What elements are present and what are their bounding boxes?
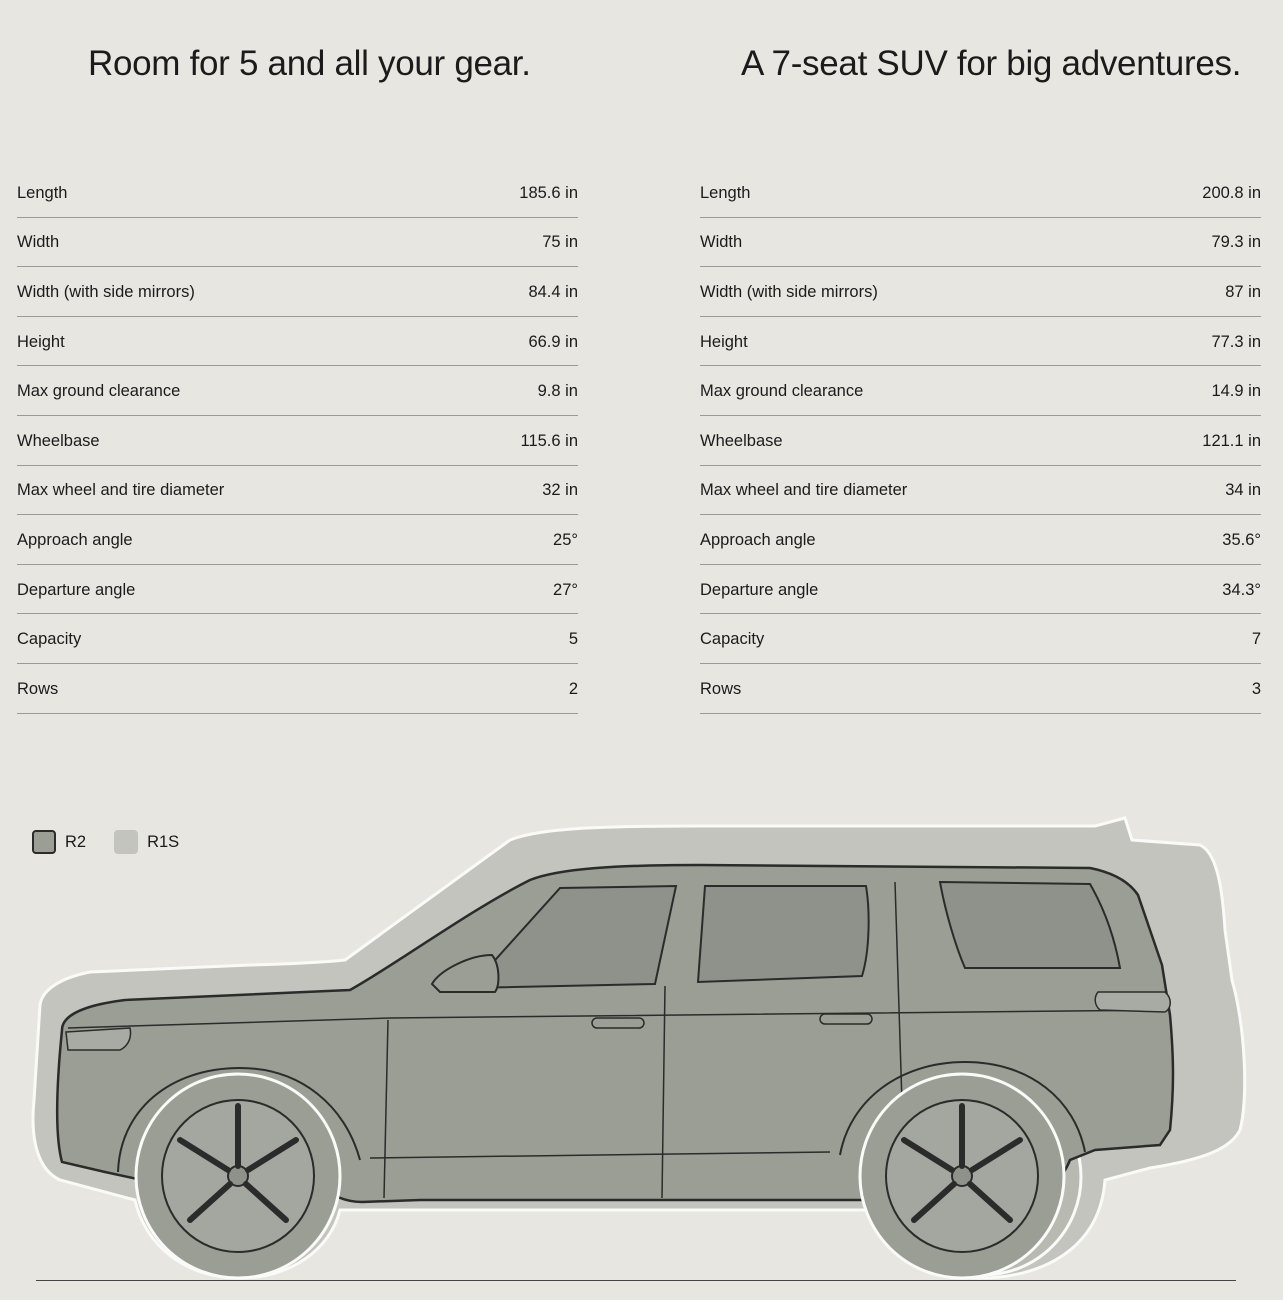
legend-label-r2: R2 [65, 832, 87, 851]
spec-value: 87 in [1225, 282, 1261, 301]
legend-label-r1s: R1S [147, 832, 180, 851]
spec-label: Height [17, 332, 65, 351]
spec-label: Max wheel and tire diameter [700, 481, 908, 500]
rear-wheel [860, 1074, 1064, 1278]
spec-row-ground-clearance [17, 366, 578, 416]
spec-label: Rows [17, 679, 59, 698]
spec-value: 185.6 in [519, 183, 578, 202]
spec-label: Rows [700, 679, 742, 698]
spec-value: 115.6 in [520, 431, 578, 450]
spec-row-height [700, 317, 1261, 367]
spec-row-wheel-diameter [700, 466, 1261, 516]
spec-label: Max ground clearance [700, 382, 864, 401]
spec-value: 121.1 in [1202, 431, 1261, 450]
spec-label: Approach angle [17, 530, 133, 549]
spec-row-ground-clearance [700, 366, 1261, 416]
spec-label: Wheelbase [17, 431, 100, 450]
spec-label: Capacity [700, 630, 765, 649]
spec-value: 9.8 in [537, 382, 578, 401]
spec-row-rows [17, 664, 578, 714]
headline-r2: Room for 5 and all your gear. [88, 44, 531, 83]
spec-row-wheel-diameter [17, 466, 578, 516]
spec-label: Length [17, 183, 68, 202]
spec-value: 27° [553, 580, 578, 599]
spec-value: 7 [1251, 630, 1261, 649]
spec-row-rows [700, 664, 1261, 714]
spec-value: 84.4 in [528, 282, 578, 301]
spec-label: Height [700, 332, 748, 351]
spec-row-length [700, 168, 1261, 218]
spec-label: Width (with side mirrors) [700, 282, 878, 301]
spec-row-capacity [700, 614, 1261, 664]
spec-row-width [700, 218, 1261, 268]
spec-value: 14.9 in [1211, 382, 1261, 401]
spec-table-r1s [700, 168, 1261, 714]
vehicle-size-comparison-illustration [0, 800, 1283, 1290]
spec-row-approach-angle [700, 515, 1261, 565]
spec-value: 3 [1251, 679, 1261, 698]
spec-row-length [17, 168, 578, 218]
spec-label: Departure angle [700, 580, 819, 599]
spec-value: 25° [553, 530, 578, 549]
spec-row-capacity [17, 614, 578, 664]
spec-label: Departure angle [17, 580, 136, 599]
spec-value: 66.9 in [528, 332, 578, 351]
spec-row-departure-angle [17, 565, 578, 615]
spec-value: 75 in [542, 233, 578, 252]
spec-value: 34 in [1225, 481, 1261, 500]
spec-label: Width [700, 233, 743, 252]
headline-r1s: A 7-seat SUV for big adventures. [741, 44, 1242, 83]
spec-value: 35.6° [1222, 530, 1261, 549]
spec-value: 34.3° [1222, 580, 1261, 599]
spec-label: Width (with side mirrors) [17, 282, 195, 301]
spec-value: 79.3 in [1211, 233, 1261, 252]
spec-label: Capacity [17, 630, 82, 649]
spec-value: 5 [568, 630, 578, 649]
spec-label: Wheelbase [700, 431, 783, 450]
spec-row-wheelbase [700, 416, 1261, 466]
spec-table-r2 [17, 168, 578, 714]
spec-row-wheelbase [17, 416, 578, 466]
spec-value: 32 in [542, 481, 578, 500]
spec-label: Width [17, 233, 60, 252]
spec-value: 2 [568, 679, 578, 698]
spec-label: Approach angle [700, 530, 816, 549]
spec-row-approach-angle [17, 515, 578, 565]
spec-label: Max ground clearance [17, 382, 181, 401]
spec-value: 200.8 in [1202, 183, 1261, 202]
spec-row-width-mirrors [700, 267, 1261, 317]
ground-line [36, 1280, 1236, 1281]
spec-row-departure-angle [700, 565, 1261, 615]
front-wheel [136, 1074, 340, 1278]
spec-value: 77.3 in [1211, 332, 1261, 351]
spec-row-width [17, 218, 578, 268]
spec-label: Max wheel and tire diameter [17, 481, 225, 500]
spec-row-height [17, 317, 578, 367]
spec-row-width-mirrors [17, 267, 578, 317]
spec-label: Length [700, 183, 751, 202]
